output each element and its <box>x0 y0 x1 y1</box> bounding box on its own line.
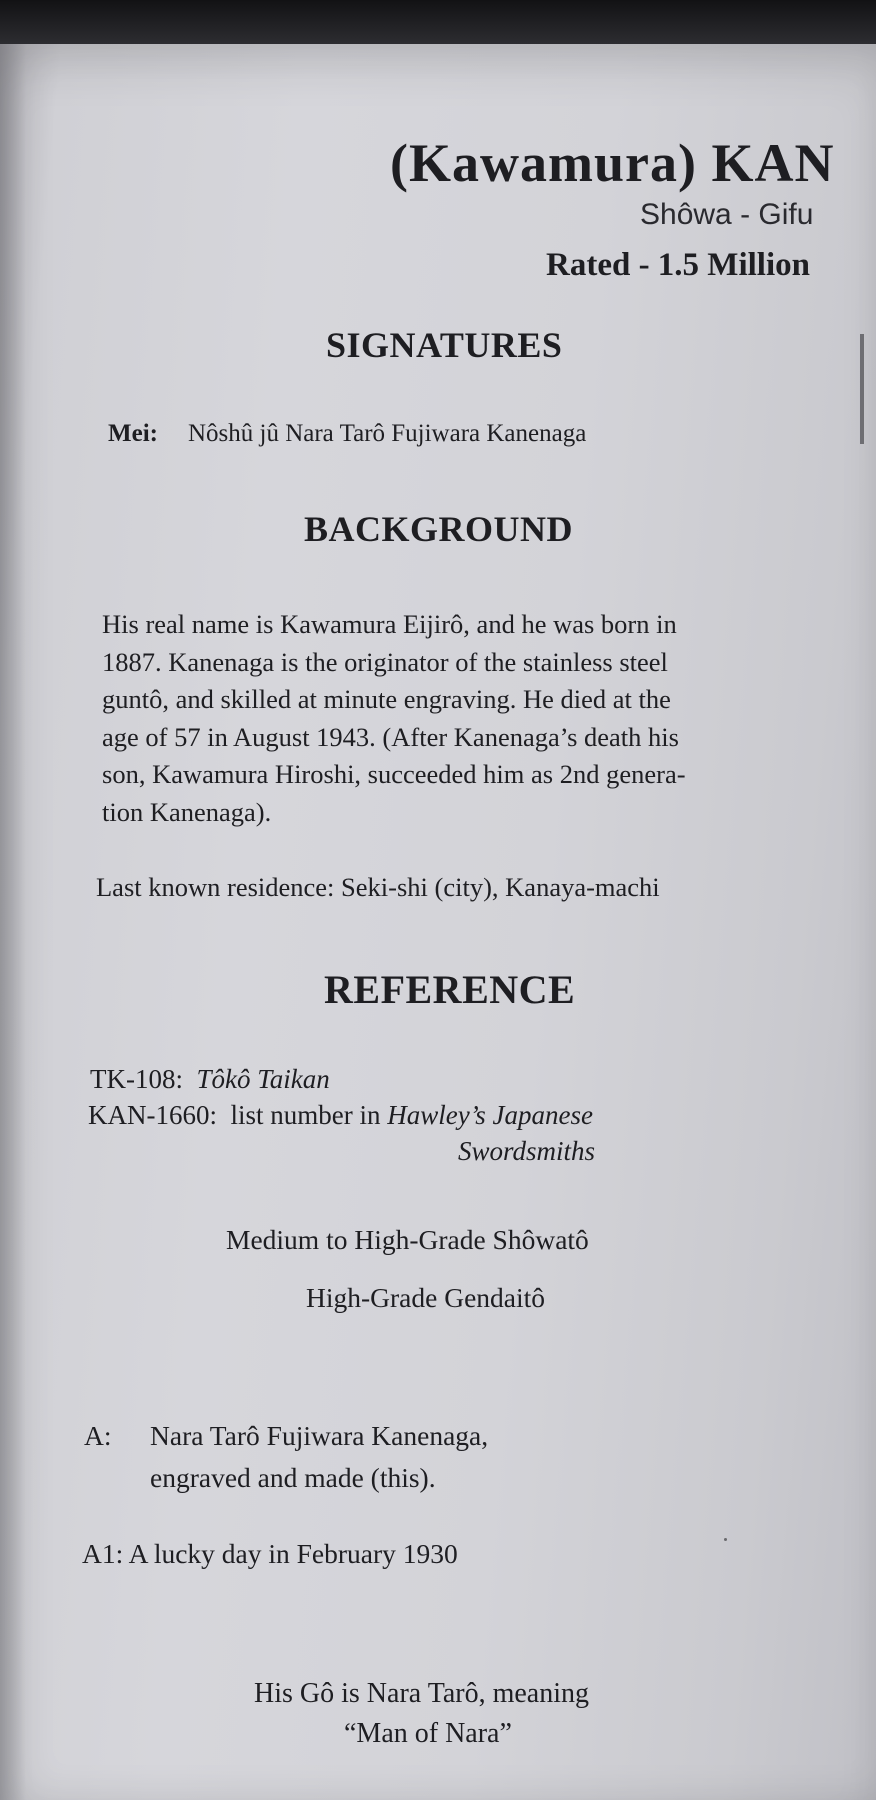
signature-label: Mei: <box>108 420 158 447</box>
reference-title: Tôkô Taikan <box>196 1064 330 1094</box>
inscription-a-label: A: <box>84 1420 112 1451</box>
signature-line <box>108 420 586 448</box>
go-note-line: His Gô is Nara Tarô, meaning <box>254 1678 590 1709</box>
inscription-a-line: Nara Tarô Fujiwara Kanenaga, <box>150 1420 489 1451</box>
background-line: His real name is Kawamura Eijirô, and he was born in <box>102 609 677 639</box>
reference-title: Hawley’s Japanese <box>387 1100 593 1130</box>
background-line: tion Kanenaga). <box>102 796 272 827</box>
grade-line: High-Grade Gendaitô <box>306 1282 546 1313</box>
background-line: guntô, and skilled at minute engraving. He died at the <box>102 684 671 714</box>
reference-code: KAN-1660: <box>88 1100 217 1130</box>
reference-text: list number in <box>230 1100 388 1130</box>
page-title: (Kawamura) KAN <box>390 133 835 193</box>
go-note-line: “Man of Nara” <box>344 1718 512 1749</box>
background-paragraph <box>102 606 802 831</box>
inscription-a-line: engraved and made (this). <box>150 1462 436 1493</box>
document-page <box>0 44 876 1800</box>
inscription-a1-line: A1: A lucky day in February 1930 <box>82 1538 458 1569</box>
reference-item <box>90 1064 330 1095</box>
grade-line: Medium to High-Grade Shôwatô <box>226 1224 589 1255</box>
margin-mark <box>860 334 864 444</box>
background-line: 1887. Kanenaga is the originator of the stainless steel <box>102 646 668 677</box>
background-heading: BACKGROUND <box>304 509 574 549</box>
rating-line: Rated - 1.5 Million <box>546 247 810 283</box>
reference-heading: REFERENCE <box>324 967 576 1012</box>
background-line: son, Kawamura Hiroshi, succeeded him as 2nd genera- <box>102 759 686 789</box>
signatures-heading: SIGNATURES <box>326 325 563 365</box>
reference-code: TK-108: <box>90 1064 183 1094</box>
reference-title-continued: Swordsmiths <box>458 1136 596 1166</box>
page-fold-shadow <box>0 44 26 1800</box>
reference-item <box>88 1100 593 1131</box>
margin-dot <box>724 1538 727 1541</box>
page-subtitle: Shôwa - Gifu <box>640 198 814 231</box>
background-line: age of 57 in August 1943. (After Kanenaga’s death his <box>102 721 679 752</box>
signature-text: Nôshû jû Nara Tarô Fujiwara Kanenaga <box>187 420 587 447</box>
residence-line: Last known residence: Seki-shi (city), Kanaya-machi <box>96 872 660 902</box>
